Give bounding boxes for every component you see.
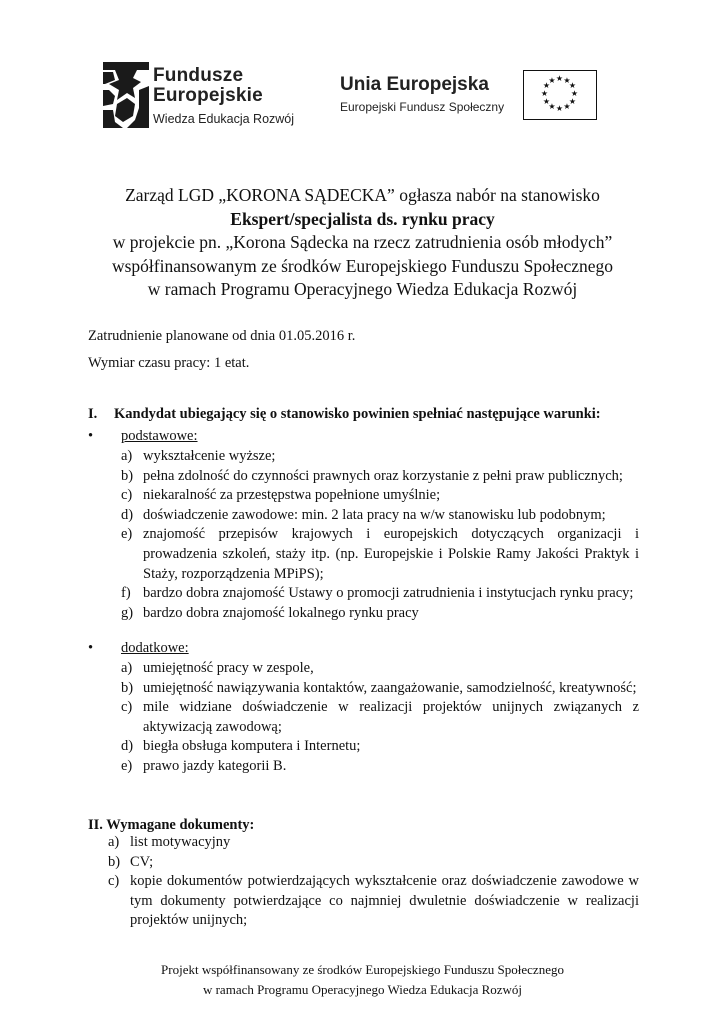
additional-requirements-heading — [88, 640, 189, 657]
eu-subtitle: Europejski Fundusz Społeczny — [340, 100, 505, 114]
section1-number: I. — [88, 406, 98, 422]
svg-text:★: ★ — [542, 81, 551, 90]
list-item: b) CV; — [108, 853, 154, 870]
heading-line4: współfinansowanym ze środków Europejskiego Funduszu Społecznego — [111, 255, 614, 276]
section2-title: II. Wymagane dokumenty: — [88, 817, 255, 833]
employment-date: Zatrudnienie planowane od dnia 01.05.2016 r. — [88, 328, 356, 344]
svg-text:★: ★ — [563, 76, 571, 85]
footer-line2: w ramach Programu Operacyjnego Wiedza Edukacja Rozwój — [202, 982, 523, 997]
list-item: a) wykształcenie wyższe; — [121, 448, 276, 464]
heading-line5: w ramach Programu Operacyjnego Wiedza Edukacja Rozwój — [147, 279, 578, 299]
bullet-icon: • — [88, 428, 94, 444]
list-item: d) biegła obsługa komputera i Internetu; — [121, 738, 361, 755]
list-item: d) doświadczenie zawodowe: min. 2 lata pracy na w/w stanowisku lub podobnym; — [121, 506, 606, 523]
bullet-icon: • — [88, 640, 94, 656]
fe-logo-line3: Wiedza Edukacja Rozwój — [153, 112, 295, 126]
page-footer — [40, 960, 685, 1000]
svg-text:★: ★ — [570, 89, 579, 98]
list-item: b) umiejętność nawiązywania kontaktów, zaangażowanie, samodzielność, kreatywność; — [121, 679, 637, 696]
fe-star-emblem-icon — [103, 60, 149, 130]
svg-text:★: ★ — [555, 104, 564, 113]
list-item: e) znajomość przepisów krajowych i europejskich dotyczących organizacji i prowadzenia szkoleń, staży itp. (np. Europejskie i Polskie Ramy Jakości Praktyk i Staży, rozporządzenia MPiPS); — [121, 526, 639, 582]
fe-logo-line1: Fundusze — [153, 65, 244, 86]
basic-label: podstawowe: — [121, 428, 198, 444]
documents-list — [108, 833, 639, 931]
eu-flag-icon — [523, 70, 597, 120]
svg-text:★: ★ — [555, 74, 564, 83]
eu-logo-text — [340, 74, 510, 114]
list-item: a) umiejętność pracy w zespole, — [121, 660, 314, 676]
section1-title-text: Kandydat ubiegający się o stanowisko powinien spełniać następujące warunki: — [114, 406, 601, 422]
svg-text:★: ★ — [548, 76, 556, 85]
list-item: g) bardzo dobra znajomość lokalnego rynku pracy — [121, 604, 419, 621]
list-item: b) pełna zdolność do czynności prawnych oraz korzystanie z pełni praw publicznych; — [121, 467, 623, 484]
svg-text:★: ★ — [563, 102, 571, 111]
announcement-heading — [40, 184, 685, 302]
fundusze-europejskie-logo — [103, 60, 303, 130]
basic-requirements-heading — [88, 428, 198, 445]
heading-line3: w projekcie pn. „Korona Sądecka na rzecz zatrudnienia osób młodych” — [112, 232, 613, 252]
fe-logo-line2: Europejskie — [153, 85, 263, 106]
basic-requirements-list — [121, 447, 639, 623]
position-title: Ekspert/specjalista ds. rynku pracy — [230, 208, 495, 229]
footer-line1: Projekt współfinansowany ze środków Europejskiego Funduszu Społecznego — [161, 962, 564, 977]
additional-requirements-list — [121, 659, 639, 777]
svg-text:★: ★ — [540, 89, 549, 98]
heading-line1: Zarząd LGD „KORONA SĄDECKA” ogłasza nabór na stanowisko — [125, 185, 600, 205]
list-item: a) list motywacyjny — [108, 834, 231, 850]
list-item: c) mile widziane doświadczenie w realizacji projektów unijnych związanych z aktywizacją zawodową; — [121, 699, 639, 735]
list-item: c) kopie dokumentów potwierdzających wykształcenie oraz doświadczenie zawodowe w tym dokumenty potwierdzające co najmniej dwuletnie doświadczenie w realizacji projektów unijnych; — [108, 873, 639, 929]
additional-label: dodatkowe: — [121, 640, 189, 656]
list-item: c) niekaralność za przestępstwa popełnione umyślnie; — [121, 487, 441, 504]
eu-title: Unia Europejska — [340, 74, 489, 95]
section1-title — [88, 406, 601, 423]
work-time: Wymiar czasu pracy: 1 etat. — [88, 355, 250, 371]
list-item: f) bardzo dobra znajomość Ustawy o promocji zatrudnienia i instytucjach rynku pracy; — [121, 585, 634, 602]
svg-text:★: ★ — [548, 102, 556, 111]
svg-text:★: ★ — [542, 97, 551, 106]
svg-text:★: ★ — [568, 97, 577, 106]
svg-text:★: ★ — [568, 81, 577, 90]
list-item: e) prawo jazdy kategorii B. — [121, 757, 287, 774]
